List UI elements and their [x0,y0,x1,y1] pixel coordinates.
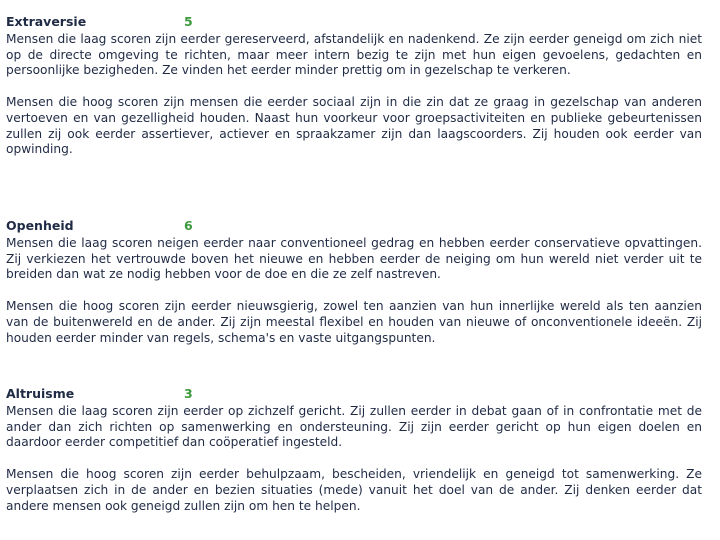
high-score-description: Mensen die hoog scoren zijn eerder behulpzaam, bescheiden, vriendelijk en geneigd tot samenwerking. Ze verplaatsen zich in de ander en bezien situaties (mede) vanuit het doel van de ander. Zij denken eerder dat andere mensen ook geneigd zullen zijn om hen te helpen. [6,467,702,513]
high-score-description: Mensen die hoog scoren zijn eerder nieuwsgierig, zowel ten aanzien van hun innerlijke wereld als ten aanzien van de buitenwereld en de ander. Zij zijn meestal flexibel en houden van nieuwe of onconventionele ideeën. Zij houden eerder minder van regels, schema's en vaste uitgangspunten. [6,299,702,345]
trait-score: 6 [184,218,193,233]
section-header [6,218,702,236]
trait-name: Altruisme [6,386,75,401]
low-score-description: Mensen die laag scoren zijn eerder gereserveerd, afstandelijk en nadenkend. Ze zijn eerder geneigd om zich niet op de directe omgeving te richten, maar meer intern bezig te zijn met hun eigen gevoelens, gedachten en persoonlijke bezigheden. Ze vinden het eerder minder prettig om in gezelschap te verkeren. [6,32,702,78]
trait-score: 3 [184,386,193,401]
low-score-description: Mensen die laag scoren zijn eerder op zichzelf gericht. Zij zullen eerder in debat gaan of in confrontatie met de ander dan zich richten op samenwerking en ondersteuning. Zij zijn eerder gericht op hun eigen doelen en daardoor eerder competitief dan coöperatief ingesteld. [6,404,702,450]
trait-name: Extraversie [6,14,87,29]
trait-score: 5 [184,14,193,29]
section-openheid [6,218,702,346]
section-extraversie [6,14,702,158]
section-header [6,14,702,32]
section-altruisme [6,386,702,514]
high-score-description: Mensen die hoog scoren zijn mensen die eerder sociaal zijn in die zin dat ze graag in gezelschap van anderen vertoeven en van gezelligheid houden. Naast hun voorkeur voor groepsactiviteiten en publieke gebeurtenissen zullen zij ook eerder assertiever, actiever en spraakzamer zijn dan laagscoorders. Zij houden ook eerder van opwinding. [6,95,702,157]
trait-name: Openheid [6,218,74,233]
section-header [6,386,702,404]
low-score-description: Mensen die laag scoren neigen eerder naar conventioneel gedrag en hebben eerder conservatieve opvattingen. Zij verkiezen het vertrouwde boven het nieuwe en hebben eerder de neiging om hun wereld niet verder uit te breiden dan wat ze nodig hebben voor de doe en die ze zelf nastreven. [6,236,702,282]
